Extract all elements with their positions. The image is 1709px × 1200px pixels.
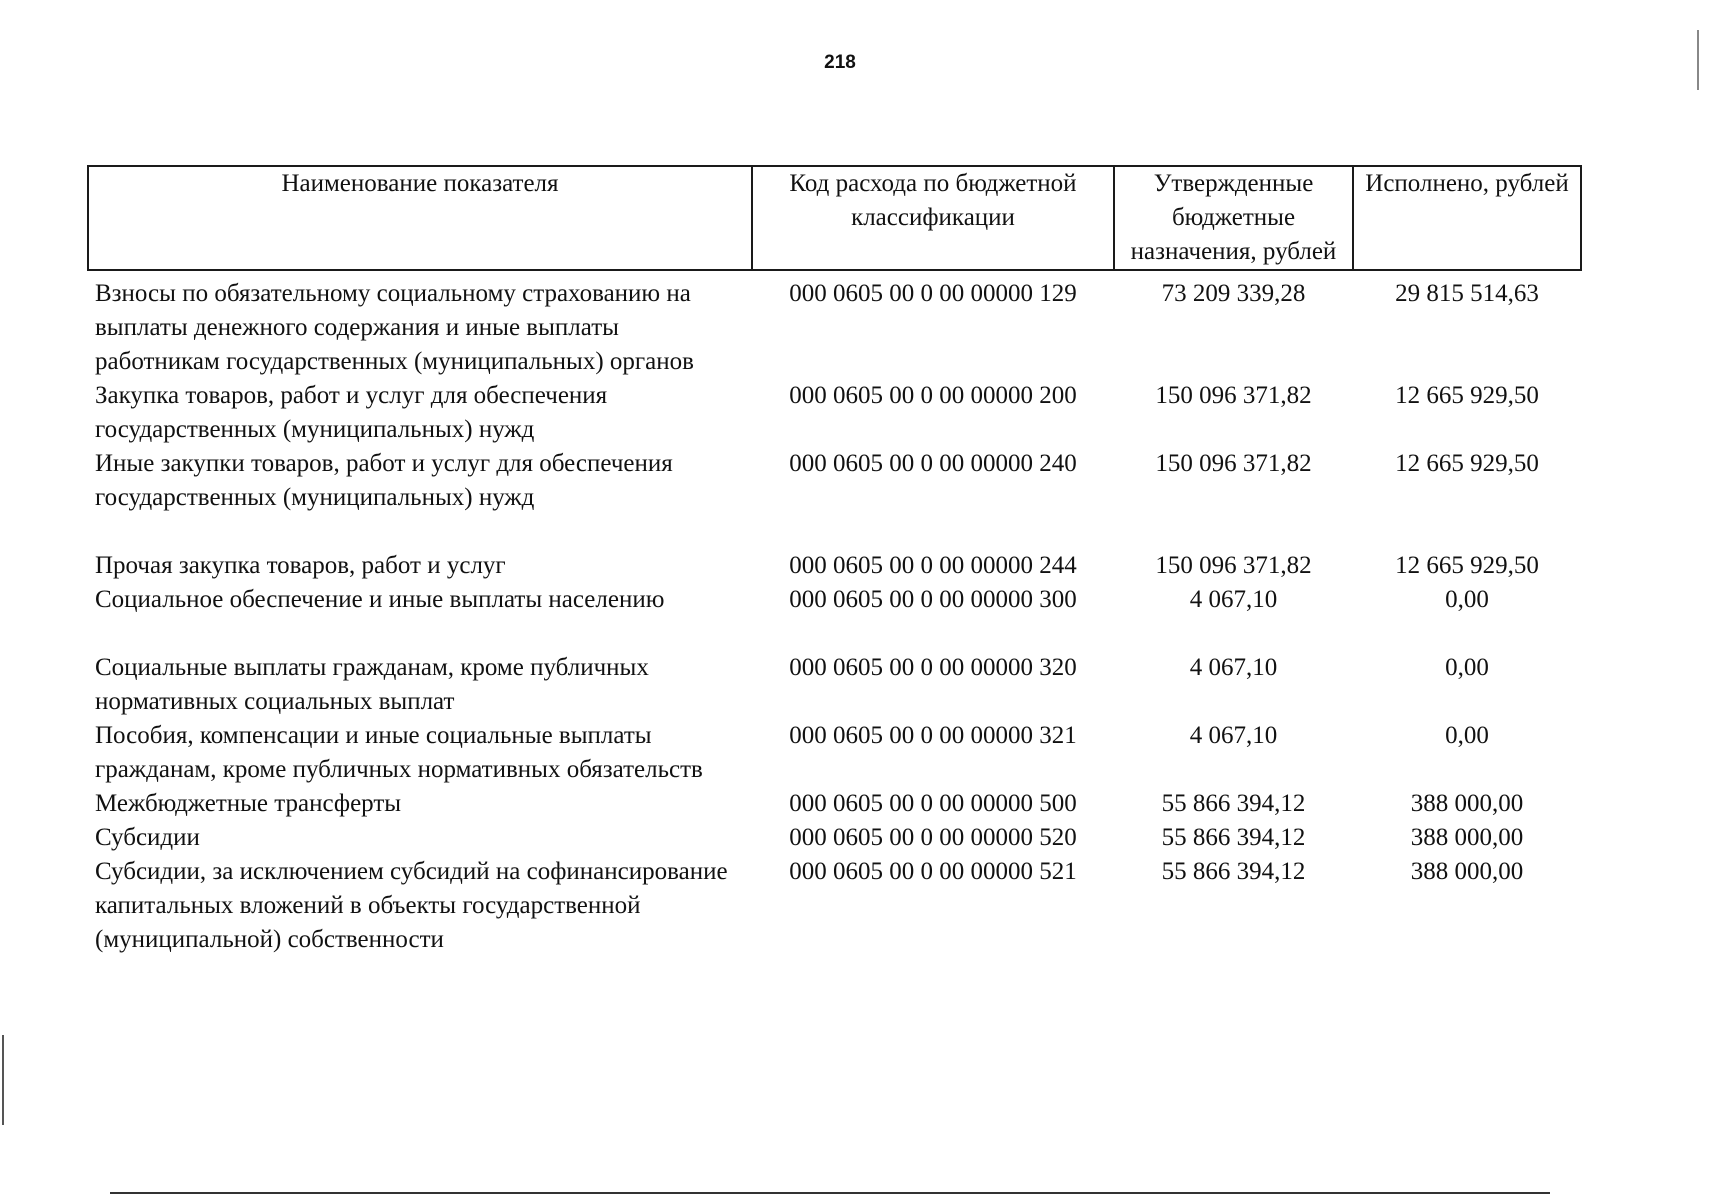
row-executed: 12 665 929,50 xyxy=(1395,382,1539,409)
row-spacer xyxy=(88,617,1581,651)
row-name: Пособия, компенсации и иные социальные выплаты гражданам, кроме публичных нормативных обязательств xyxy=(95,722,703,783)
page-number: 218 xyxy=(824,52,856,73)
row-name: Прочая закупка товаров, работ и услуг xyxy=(95,552,506,579)
table-header xyxy=(88,166,1581,270)
row-executed: 0,00 xyxy=(1445,586,1489,613)
row-code: 000 0605 00 0 00 00000 520 xyxy=(789,824,1077,851)
row-name: Взносы по обязательному социальному страхованию на выплаты денежного содержания и иные выплаты работникам государственных (муниципальных) органов xyxy=(95,280,694,375)
row-approved: 150 096 371,82 xyxy=(1155,382,1312,409)
row-name: Межбюджетные трансферты xyxy=(95,790,402,817)
header-name: Наименование показателя xyxy=(88,166,752,270)
header-approved: Утвержденные бюджетные назначения, рублей xyxy=(1114,166,1353,270)
row-executed: 29 815 514,63 xyxy=(1395,280,1539,307)
row-executed: 12 665 929,50 xyxy=(1395,450,1539,477)
row-approved: 55 866 394,12 xyxy=(1161,790,1306,817)
budget-execution-table xyxy=(87,165,1582,957)
row-approved: 4 067,10 xyxy=(1189,722,1278,749)
row-code: 000 0605 00 0 00 00000 200 xyxy=(789,382,1077,409)
header-code: Код расхода по бюджетной классификации xyxy=(752,166,1114,270)
row-code: 000 0605 00 0 00 00000 300 xyxy=(789,586,1077,613)
row-approved: 55 866 394,12 xyxy=(1161,858,1306,885)
row-code: 000 0605 00 0 00 00000 500 xyxy=(789,790,1077,817)
row-code: 000 0605 00 0 00 00000 129 xyxy=(789,280,1077,307)
row-code: 000 0605 00 0 00 00000 240 xyxy=(789,450,1077,477)
table-row xyxy=(88,379,1581,447)
row-name: Субсидии, за исключением субсидий на софинансирование капитальных вложений в объекты государственной (муниципальной) собственности xyxy=(95,858,728,953)
row-executed: 0,00 xyxy=(1445,654,1489,681)
row-executed: 388 000,00 xyxy=(1410,858,1524,885)
row-code: 000 0605 00 0 00 00000 244 xyxy=(789,552,1077,579)
table-row xyxy=(88,821,1581,855)
header-executed: Исполнено, рублей xyxy=(1353,166,1581,270)
row-executed: 388 000,00 xyxy=(1410,824,1524,851)
row-code: 000 0605 00 0 00 00000 321 xyxy=(789,722,1077,749)
row-approved: 150 096 371,82 xyxy=(1155,552,1312,579)
row-executed: 388 000,00 xyxy=(1410,790,1524,817)
row-approved: 150 096 371,82 xyxy=(1155,450,1312,477)
table-row xyxy=(88,583,1581,617)
table-body xyxy=(88,270,1581,957)
row-approved: 4 067,10 xyxy=(1189,654,1278,681)
scan-margin-mark xyxy=(1697,30,1699,90)
row-spacer xyxy=(88,515,1581,549)
table-row xyxy=(88,651,1581,719)
table-row xyxy=(88,787,1581,821)
table-row xyxy=(88,549,1581,583)
table-row xyxy=(88,855,1581,957)
row-name: Закупка товаров, работ и услуг для обеспечения государственных (муниципальных) нужд xyxy=(95,382,608,443)
row-code: 000 0605 00 0 00 00000 320 xyxy=(789,654,1077,681)
page-bottom-rule xyxy=(110,1192,1550,1194)
row-approved: 4 067,10 xyxy=(1189,586,1278,613)
row-name: Социальное обеспечение и иные выплаты населению xyxy=(95,586,665,613)
row-approved: 55 866 394,12 xyxy=(1161,824,1306,851)
row-name: Социальные выплаты гражданам, кроме публичных нормативных социальных выплат xyxy=(95,654,649,715)
table-row xyxy=(88,447,1581,515)
row-code: 000 0605 00 0 00 00000 521 xyxy=(789,858,1077,885)
table-row xyxy=(88,719,1581,787)
scan-margin-mark xyxy=(2,1035,4,1125)
row-name: Иные закупки товаров, работ и услуг для обеспечения государственных (муниципальных) нужд xyxy=(95,450,673,511)
table-row xyxy=(88,270,1581,379)
row-executed: 0,00 xyxy=(1445,722,1489,749)
row-name: Субсидии xyxy=(95,824,200,851)
row-approved: 73 209 339,28 xyxy=(1161,280,1306,307)
row-executed: 12 665 929,50 xyxy=(1395,552,1539,579)
